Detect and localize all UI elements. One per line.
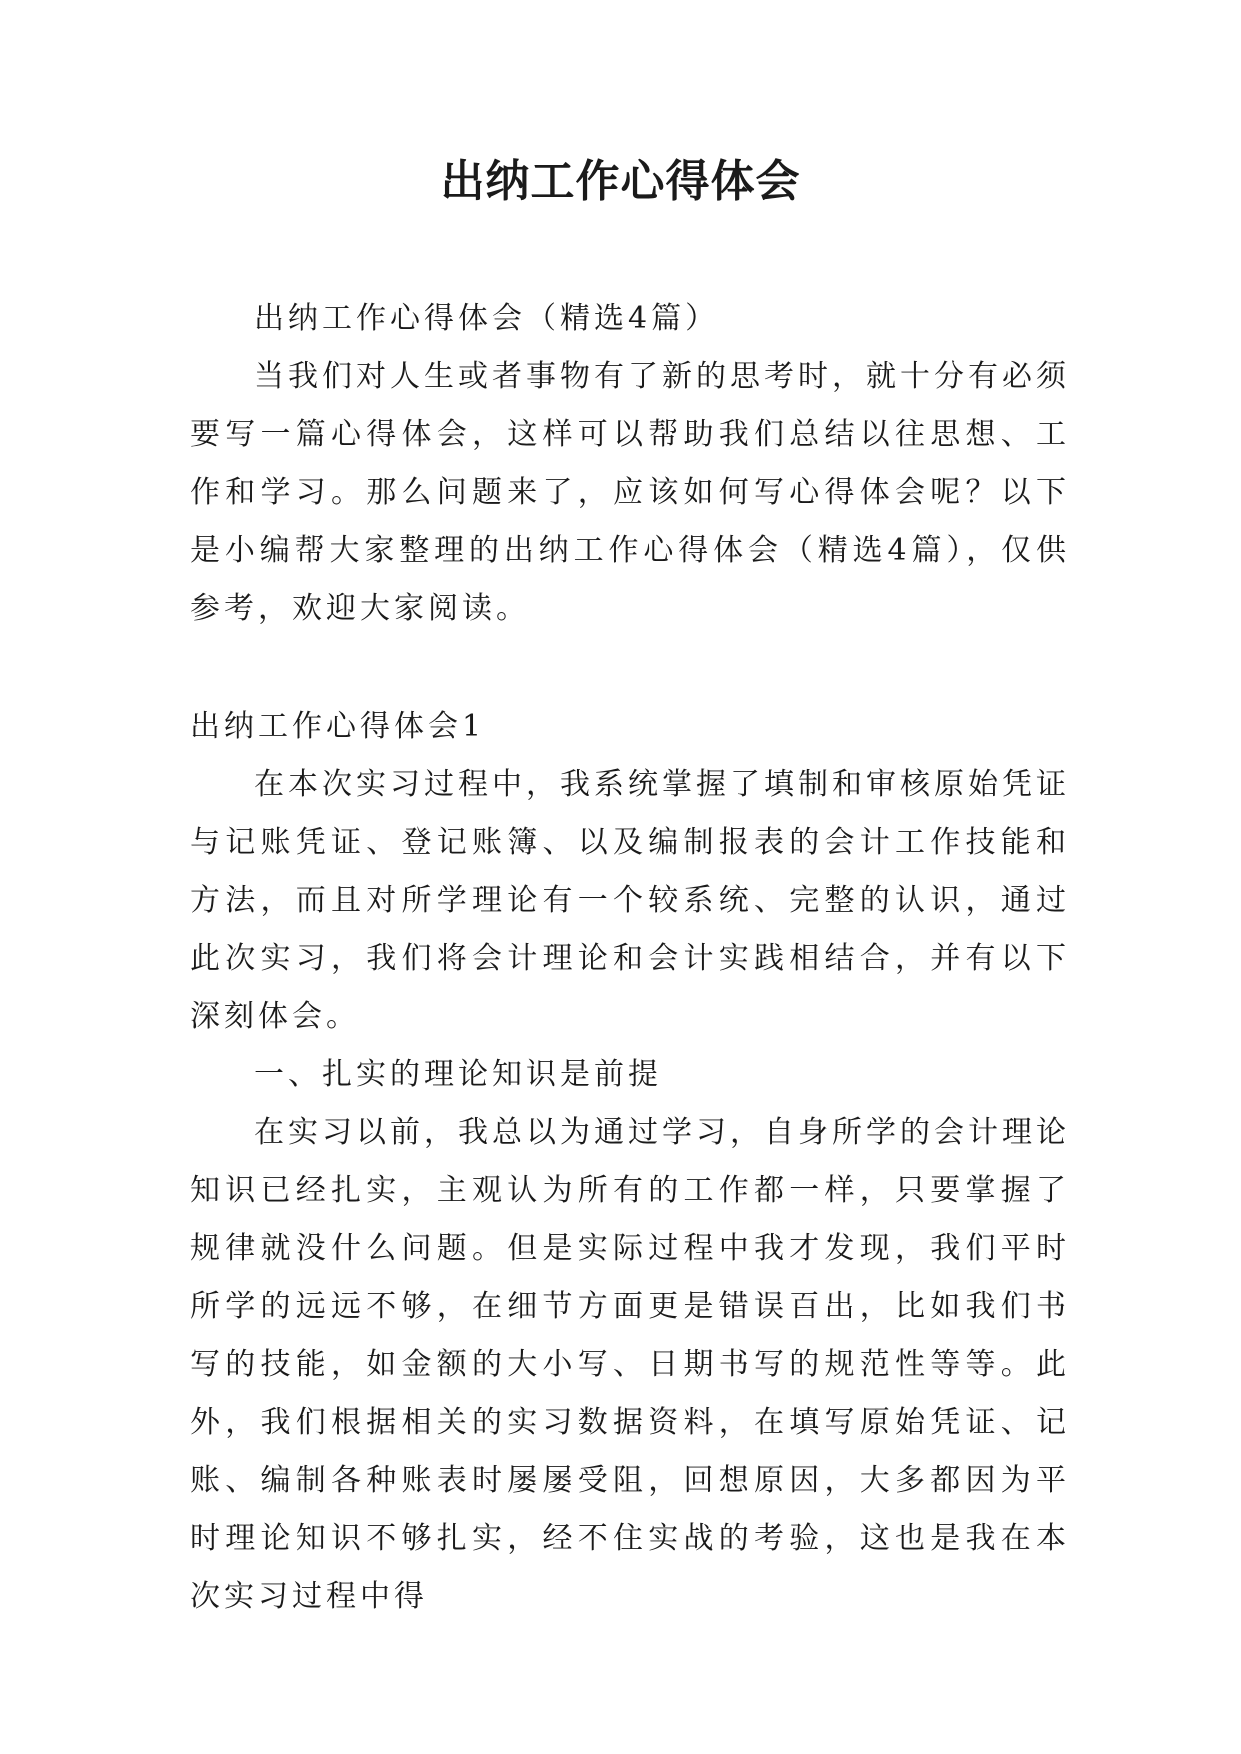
- section-1: [190, 698, 1070, 1626]
- section-paragraph: 在本次实习过程中，我系统掌握了填制和审核原始凭证与记账凭证、登记账簿、以及编制报表的会计工作技能和方法，而且对所学理论有一个较系统、完整的认识，通过此次实习，我们将会计理论和会计实践相结合，并有以下深刻体会。: [190, 767, 1070, 1034]
- point-paragraph: 在实习以前，我总以为通过学习，自身所学的会计理论知识已经扎实，主观认为所有的工作都一样，只要掌握了规律就没什么问题。但是实际过程中我才发现，我们平时所学的远远不够，在细节方面更是错误百出，比如我们书写的技能，如金额的大小写、日期书写的规范性等等。此外，我们根据相关的实习数据资料，在填写原始凭证、记账、编制各种账表时屡屡受阻，回想原因，大多都因为平时理论知识不够扎实，经不住实战的考验，这也是我在本次实习过程中得: [190, 1115, 1070, 1614]
- section-heading: 出纳工作心得体会1: [190, 709, 486, 744]
- intro-section: [190, 290, 1070, 638]
- point-heading: 一、扎实的理论知识是前提: [254, 1057, 662, 1092]
- document-subtitle: 出纳工作心得体会（精选4篇）: [254, 301, 720, 336]
- document-title: 出纳工作心得体会: [440, 156, 801, 207]
- intro-paragraph: 当我们对人生或者事物有了新的思考时，就十分有必须要写一篇心得体会，这样可以帮助我们总结以往思想、工作和学习。那么问题来了，应该如何写心得体会呢？以下是小编帮大家整理的出纳工作心得体会（精选4篇），仅供参考，欢迎大家阅读。: [190, 359, 1070, 626]
